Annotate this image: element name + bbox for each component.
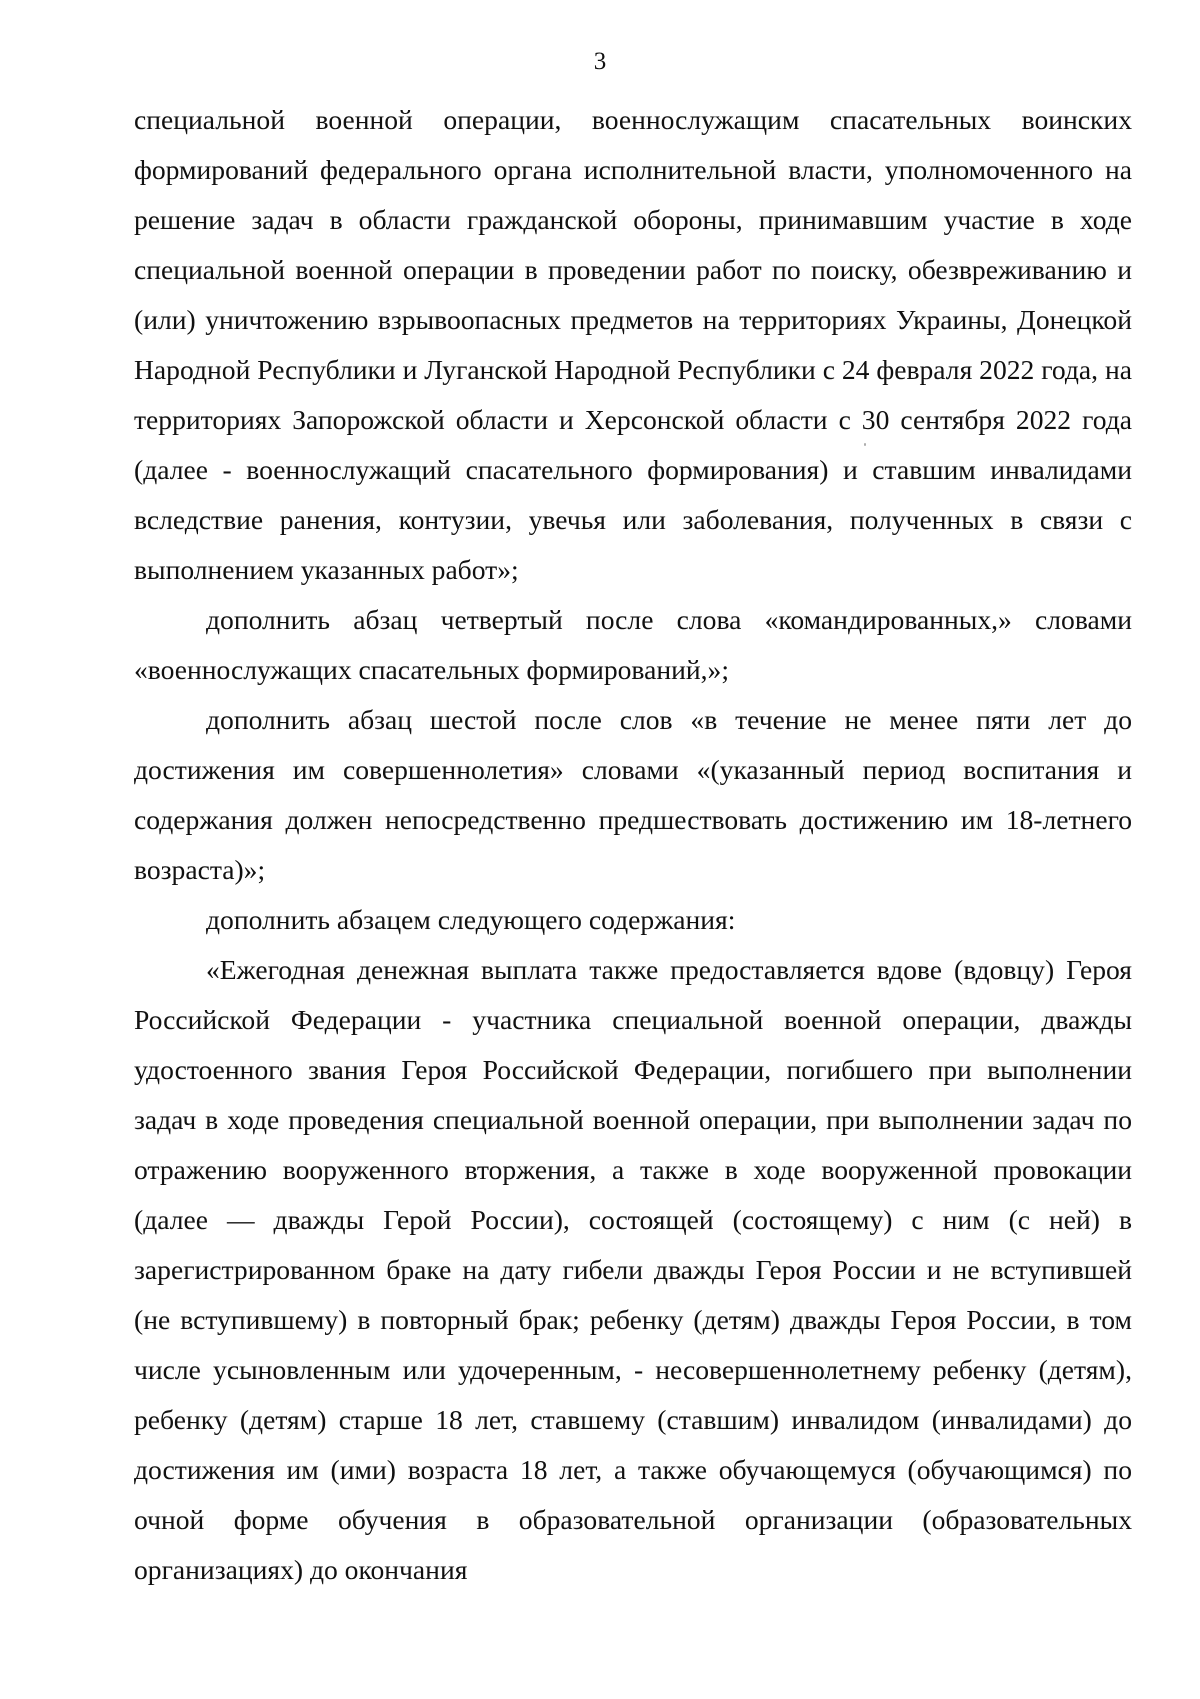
paragraph-new-text: «Ежегодная денежная выплата также предоставляется вдове (вдовцу) Героя Российской Федерации - участника специальной военной операции, дважды удостоенного звания Героя Российской Федерации, погибшего при выполнении задач в ходе проведения специальной военной операции, при выполнении задач по отражению вооруженного вторжения, а также в ходе вооруженной провокации (далее — дважды Герой России), состоящей (состоящему) с ним (с ней) в зарегистрированном браке на дату гибели дважды Героя России и не вступившей (не вступившему) в повторный брак; ребенку (детям) дважды Героя России, в том числе усыновленным или удочеренным, - несовершеннолетнему ребенку (детям), ребенку (детям) старше 18 лет, ставшему (ставшим) инвалидом (инвалидами) до достижения им (ими) возраста 18 лет, а также обучающемуся (обучающимся) по очной форме обучения в образовательной организации (образовательных организациях) до окончания bbox=[134, 954, 1132, 1585]
paragraph-continuation: специальной военной операции, военнослужащим спасательных воинских формирований федерального органа исполнительной власти, уполномоченного на решение задач в области гражданской обороны, принимавшим участие в ходе специальной военной операции в проведении работ по поиску, обезвреживанию и (или) уничтожению взрывоопасных предметов на территориях Украины, Донецкой Народной Республики и Луганской Народной Республики с 24 февраля 2022 года, на территориях Запорожской области и Херсонской области с 30 сентября 2022 года (далее - военнослужащий спасательного формирования) и ставшим инвалидами вследствие ранения, контузии, увечья или заболевания, полученных в связи с выполнением указанных работ»; bbox=[134, 104, 1132, 585]
document-body bbox=[134, 95, 1132, 1595]
page-number: 3 bbox=[593, 48, 607, 75]
scan-speck bbox=[864, 443, 866, 446]
paragraph-amend-sixth: дополнить абзац шестой после слов «в течение не менее пяти лет до достижения им совершеннолетия» словами «(указанный период воспитания и содержания должен непосредственно предшествовать достижению им 18-летнего возраста)»; bbox=[134, 704, 1132, 885]
paragraph-amend-fourth: дополнить абзац четвертый после слова «командированных,» словами «военнослужащих спасательных формирований,»; bbox=[134, 604, 1132, 685]
paragraph-add-intro: дополнить абзацем следующего содержания: bbox=[206, 904, 736, 935]
